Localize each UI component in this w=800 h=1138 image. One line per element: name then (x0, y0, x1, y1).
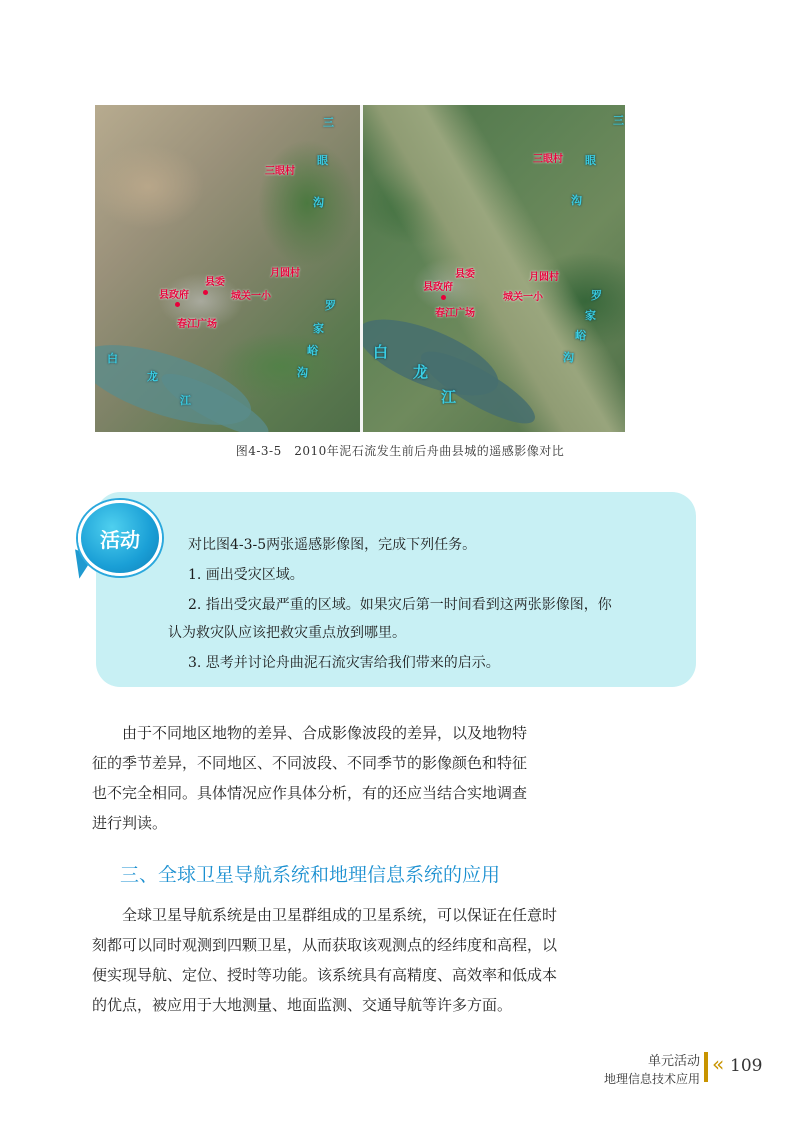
label-chengguan-school: 城关一小 (231, 291, 271, 302)
paragraph-1 (92, 718, 592, 838)
footer-bar (704, 1052, 708, 1082)
paragraph-1-line-1: 由于不同地区地物的差异、合成影像波段的差异，以及地物特 (122, 724, 528, 742)
county-government-marker (175, 302, 180, 307)
activity-line-4: 认为救灾队应该把救灾重点放到哪里。 (168, 625, 406, 641)
label-sanyan-village: 三眼村 (533, 154, 563, 165)
label-chunjiang-square: 春江广场 (177, 319, 217, 330)
label-county-government: 县政府 (159, 290, 189, 301)
label-luo: 罗 (591, 289, 602, 302)
paragraph-2 (92, 900, 592, 1020)
activity-line-2: 1. 画出受灾区域。 (188, 567, 304, 583)
activity-badge-label: 活动 (100, 528, 140, 552)
label-san: 三 (613, 114, 624, 127)
paragraph-2-line-1: 全球卫星导航系统是由卫星群组成的卫星系统，可以保证在任意时 (122, 906, 558, 924)
activity-line-5: 3. 思考并讨论舟曲泥石流灾害给我们带来的启示。 (188, 655, 500, 671)
label-san: 三 (323, 116, 334, 129)
county-committee-marker (203, 290, 208, 295)
label-county-government: 县政府 (423, 282, 453, 293)
label-gou-2: 沟 (563, 351, 574, 364)
label-jia: 家 (313, 322, 324, 335)
label-gou-2: 沟 (297, 366, 308, 379)
double-chevron-icon: « (712, 1052, 725, 1076)
paragraph-2-line-3: 便实现导航、定位、授时等功能。该系统具有高精度、高效率和低成本 (92, 966, 558, 984)
label-sanyan-village: 三眼村 (265, 166, 295, 177)
label-county-committee: 县委 (455, 269, 475, 280)
paragraph-1-line-2: 征的季节差异，不同地区、不同波段、不同季节的影像颜色和特征 (92, 754, 528, 772)
footer-unit-title: 单元活动 (647, 1054, 700, 1069)
page-number: 109 (730, 1056, 763, 1076)
label-yan: 眼 (585, 154, 596, 167)
label-chunjiang-square: 春江广场 (435, 308, 475, 319)
activity-line-3: 2. 指出受灾最严重的区域。如果灾后第一时间看到这两张影像图，你 (188, 597, 612, 613)
after-image (363, 105, 625, 432)
paragraph-2-line-4: 的优点，被应用于大地测量、地面监测、交通导航等许多方面。 (92, 996, 513, 1014)
paragraph-1-line-4: 进行判读。 (92, 814, 168, 832)
label-gou: 沟 (313, 196, 324, 209)
label-yu: 峪 (307, 344, 318, 357)
label-long: 龙 (413, 363, 429, 381)
activity-badge (70, 500, 158, 580)
paragraph-1-line-3: 也不完全相同。具体情况应作具体分析，有的还应当结合实地调查 (92, 784, 528, 802)
label-yueyuan-village: 月圆村 (529, 272, 559, 283)
activity-line-1: 对比图4-3-5两张遥感影像图，完成下列任务。 (188, 537, 477, 553)
county-government-marker (441, 295, 446, 300)
label-yan: 眼 (317, 154, 328, 167)
label-jiang: 江 (441, 388, 457, 406)
label-yueyuan-village: 月圆村 (270, 268, 300, 279)
label-bai: 白 (373, 343, 389, 361)
label-luo: 罗 (325, 299, 336, 312)
remote-sensing-figure (95, 105, 625, 432)
label-jia: 家 (585, 309, 596, 322)
figure-caption: 图4-3-5 2010年泥石流发生前后舟曲县城的遥感影像对比 (235, 444, 565, 458)
section-title: 三、全球卫星导航系统和地理信息系统的应用 (120, 864, 501, 886)
label-long: 龙 (147, 370, 158, 383)
footer-subtitle: 地理信息技术应用 (603, 1072, 700, 1086)
label-chengguan-school: 城关一小 (503, 292, 543, 303)
before-image (95, 105, 360, 432)
label-gou: 沟 (571, 194, 582, 207)
label-county-committee: 县委 (205, 277, 225, 288)
label-bai: 白 (107, 352, 118, 365)
label-yu: 峪 (575, 329, 586, 342)
paragraph-2-line-2: 刻都可以同时观测到四颗卫星，从而获取该观测点的经纬度和高程，以 (92, 936, 558, 954)
label-jiang: 江 (180, 394, 191, 407)
